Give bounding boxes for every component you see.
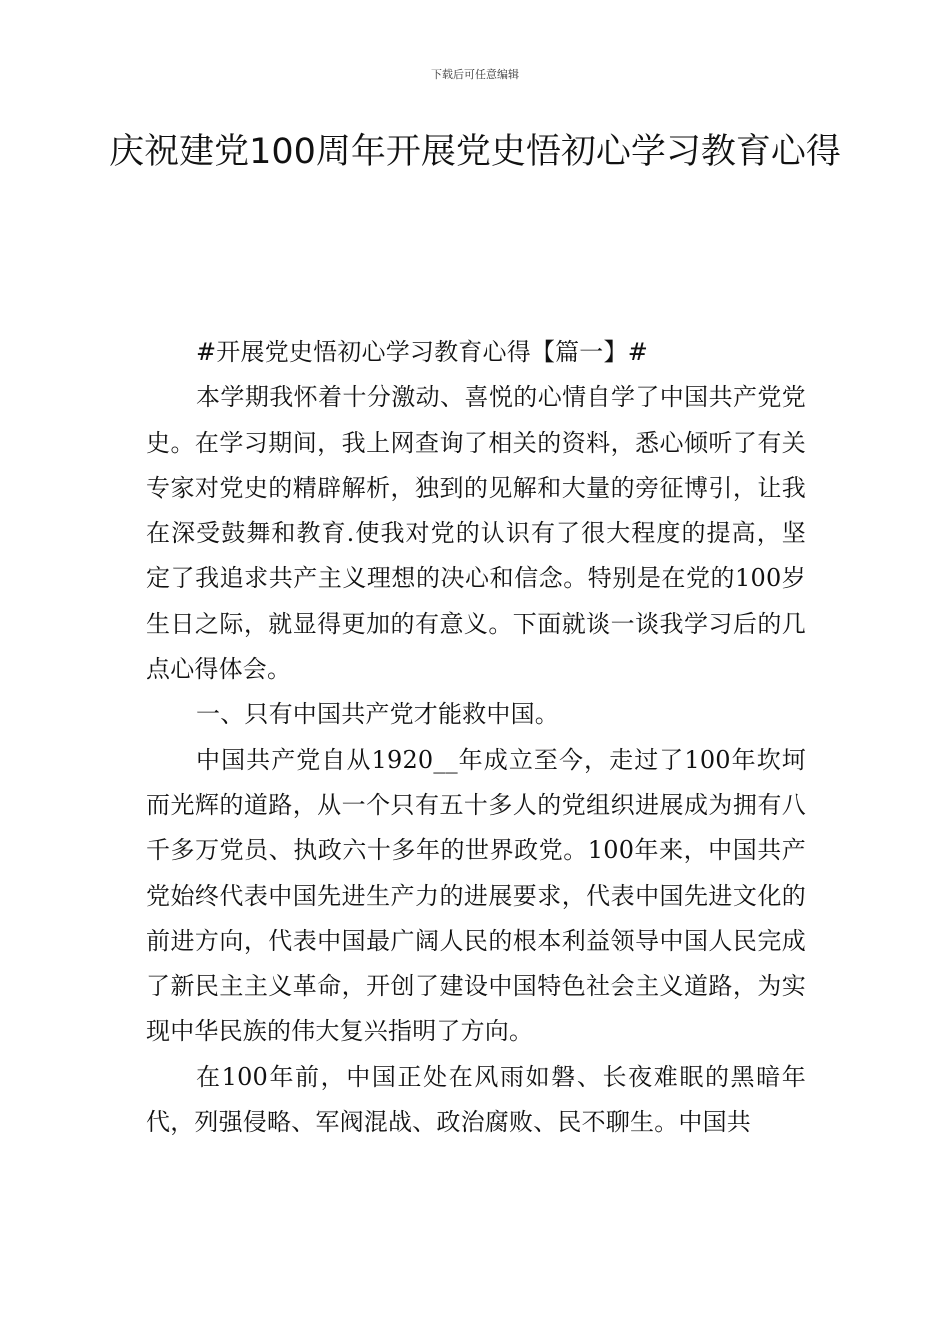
page-header-note: 下载后可任意编辑 [431, 68, 519, 81]
section-heading-part-one: #开展党史悟初心学习教育心得【篇一】# [196, 338, 649, 366]
body-paragraph: 本学期我怀着十分激动、喜悦的心情自学了中国共产党党史。在学习期间，我上网查询了相关的资料，悉心倾听了有关专家对党史的精辟解析，独到的见解和大量的旁征博引，让我在深受鼓舞和教育.使我对党的认识有了很大程度的提高，坚定了我追求共产主义理想的决心和信念。特别是在党的100岁生日之际，就显得更加的有意义。下面就谈一谈我学习后的几点心得体会。 [146, 383, 806, 684]
document-title: 庆祝建党100周年开展党史悟初心学习教育心得 [109, 132, 841, 172]
document-body [146, 330, 806, 1145]
body-paragraph: 中国共产党自从1920__年成立至今，走过了100年坎坷而光辉的道路，从一个只有五十多人的党组织进展成为拥有八千多万党员、执政六十多年的世界政党。100年来，中国共产党始终代表中国先进生产力的进展要求，代表中国先进文化的前进方向，代表中国最广阔人民的根本利益领导中国人民完成了新民主主义革命，开创了建设中国特色社会主义道路，为实现中华民族的伟大复兴指明了方向。 [146, 745, 806, 1046]
body-paragraph: 在100年前，中国正处在风雨如磐、长夜难眠的黑暗年代，列强侵略、军阀混战、政治腐败、民不聊生。中国共 [146, 1062, 806, 1137]
subsection-heading: 一、只有中国共产党才能救中国。 [196, 700, 559, 729]
